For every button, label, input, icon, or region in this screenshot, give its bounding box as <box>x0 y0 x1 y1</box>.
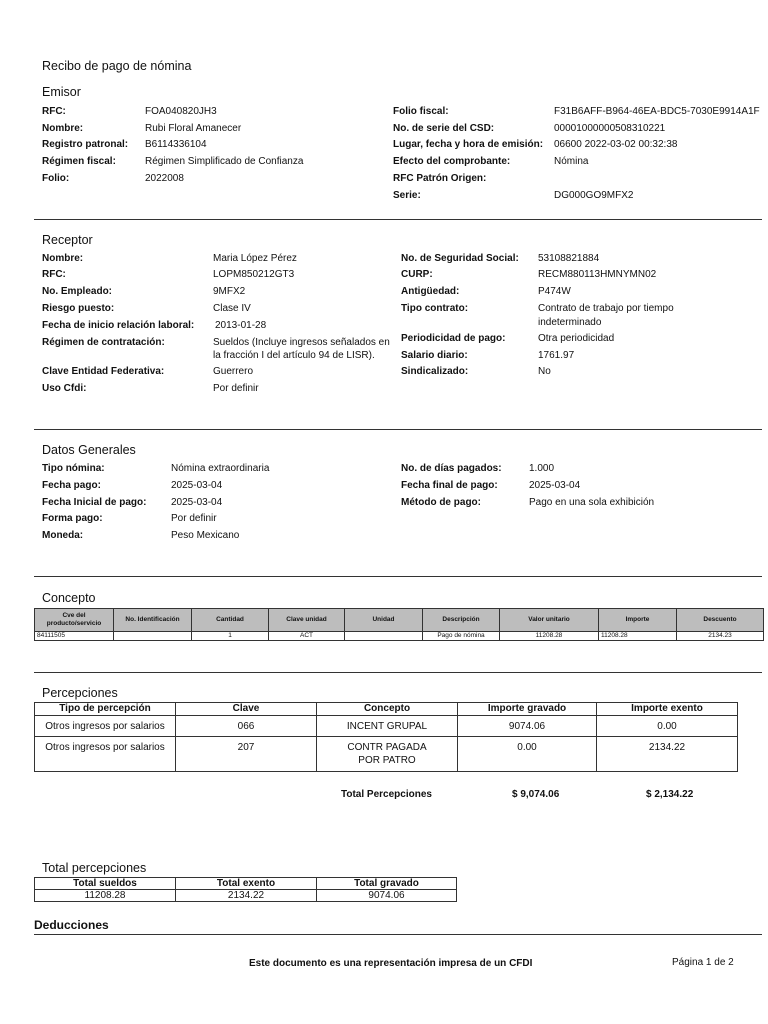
concepto-title: Concepto <box>42 591 96 605</box>
column-header: Clave unidad <box>269 609 345 632</box>
table-cell: 2134.22 <box>597 737 738 772</box>
table-cell: 066 <box>176 716 317 737</box>
field-label: Lugar, fecha y hora de emisión: <box>393 139 544 150</box>
field-value: 9MFX2 <box>213 286 246 297</box>
percepciones-title: Percepciones <box>42 686 118 700</box>
field-value: Sueldos (Incluye ingresos señalados en <box>213 337 390 348</box>
column-header: Cve del producto/servicio <box>35 609 114 632</box>
column-header: Descuento <box>677 609 764 632</box>
column-header: Valor unitario <box>500 609 599 632</box>
table-cell: 9074.06 <box>317 890 457 902</box>
table-row <box>35 632 764 641</box>
field-value: FOA040820JH3 <box>145 106 217 117</box>
column-header: No. Identificación <box>114 609 192 632</box>
field-label: Moneda: <box>42 530 84 541</box>
field-value: Clase IV <box>213 303 251 314</box>
table-cell: ACT <box>269 632 345 641</box>
table-row <box>35 737 738 772</box>
field-value-continued: indeterminado <box>538 317 602 328</box>
table-cell: 2134.22 <box>176 890 317 902</box>
column-header: Total exento <box>176 878 317 890</box>
table-cell: Pago de nómina <box>423 632 500 641</box>
field-value: 06600 2022-03-02 00:32:38 <box>554 139 678 150</box>
field-value: Por definir <box>171 513 217 524</box>
table-cell <box>345 632 423 641</box>
field-value: 2025-03-04 <box>529 480 581 491</box>
column-header: Clave <box>176 703 317 716</box>
field-value: Rubi Floral Amanecer <box>145 123 242 134</box>
field-label: Folio: <box>42 173 70 184</box>
total-exento-value: $ 2,134.22 <box>646 789 694 800</box>
table-cell: 1 <box>192 632 269 641</box>
field-value: Peso Mexicano <box>171 530 240 541</box>
page-number: Página 1 de 2 <box>672 957 734 968</box>
column-header: Cantidad <box>192 609 269 632</box>
column-header: Unidad <box>345 609 423 632</box>
field-value: RECM880113HMNYMN02 <box>538 269 657 280</box>
field-value: Nómina extraordinaria <box>171 463 270 474</box>
emisor-title: Emisor <box>42 85 81 99</box>
field-value: DG000GO9MFX2 <box>554 190 634 201</box>
column-header: Total gravado <box>317 878 457 890</box>
field-label: Antigüedad: <box>401 286 460 297</box>
field-value: 00001000000508310221 <box>554 123 666 134</box>
field-value: No <box>538 366 551 377</box>
field-label: No. Empleado: <box>42 286 113 297</box>
table-cell: 11208.28 <box>35 890 176 902</box>
field-label: Fecha final de pago: <box>401 480 498 491</box>
field-label: Uso Cfdi: <box>42 383 87 394</box>
field-label: Forma pago: <box>42 513 103 524</box>
field-label: RFC: <box>42 269 66 280</box>
section-divider <box>34 576 762 577</box>
datos-generales-title: Datos Generales <box>42 443 136 457</box>
table-header-row <box>35 703 738 716</box>
field-value: Guerrero <box>213 366 254 377</box>
total-gravado-value: $ 9,074.06 <box>512 789 560 800</box>
table-row <box>35 716 738 737</box>
table-cell: 2134.23 <box>677 632 764 641</box>
field-label: Registro patronal: <box>42 139 129 150</box>
field-value: P474W <box>538 286 571 297</box>
column-header: Total sueldos <box>35 878 176 890</box>
total-percepciones-label: Total Percepciones <box>341 789 432 800</box>
field-value: 2025-03-04 <box>171 480 223 491</box>
field-value: 2025-03-04 <box>171 497 223 508</box>
field-label: Régimen de contratación: <box>42 337 165 348</box>
deducciones-title: Deducciones <box>34 918 109 932</box>
column-header: Importe gravado <box>458 703 597 716</box>
table-cell: Otros ingresos por salarios <box>35 716 176 737</box>
field-label: No. de serie del CSD: <box>393 123 495 134</box>
field-label: Efecto del comprobante: <box>393 156 511 167</box>
field-value: Nómina <box>554 156 589 167</box>
field-value: B6114336104 <box>145 139 207 150</box>
field-label: RFC Patrón Origen: <box>393 173 487 184</box>
field-label: Nombre: <box>42 253 84 264</box>
table-cell: 11208.28 <box>599 632 677 641</box>
field-label: Tipo nómina: <box>42 463 105 474</box>
field-value: Régimen Simplificado de Confianza <box>145 156 304 167</box>
table-cell: 9074.06 <box>458 716 597 737</box>
table-row <box>35 890 457 902</box>
field-label: Fecha Inicial de pago: <box>42 497 147 508</box>
table-header-row <box>35 609 764 632</box>
total-percepciones-table <box>34 877 457 902</box>
table-cell: Otros ingresos por salarios <box>35 737 176 772</box>
field-value: 2013-01-28 <box>215 320 267 331</box>
table-cell <box>114 632 192 641</box>
field-label: Clave Entidad Federativa: <box>42 366 165 377</box>
field-label: No. de días pagados: <box>401 463 502 474</box>
section-divider <box>34 672 762 673</box>
field-label: No. de Seguridad Social: <box>401 253 519 264</box>
field-value: Pago en una sola exhibición <box>529 497 655 508</box>
field-value: Por definir <box>213 383 259 394</box>
concepto-table <box>34 608 764 641</box>
field-label: Riesgo puesto: <box>42 303 115 314</box>
field-label: Serie: <box>393 190 421 201</box>
table-cell: CONTR PAGADA POR PATRO <box>317 737 458 772</box>
column-header: Concepto <box>317 703 458 716</box>
column-header: Importe exento <box>597 703 738 716</box>
section-divider <box>34 934 762 935</box>
field-value: Contrato de trabajo por tiempo <box>538 303 674 314</box>
table-header-row <box>35 878 457 890</box>
field-label: Fecha pago: <box>42 480 101 491</box>
section-divider <box>34 429 762 430</box>
table-cell: 0.00 <box>458 737 597 772</box>
field-value: Maria López Pérez <box>213 253 297 264</box>
field-label: Salario diario: <box>401 350 468 361</box>
column-header: Tipo de percepción <box>35 703 176 716</box>
field-value: 53108821884 <box>538 253 600 264</box>
document-title: Recibo de pago de nómina <box>42 59 192 73</box>
total-percepciones-title: Total percepciones <box>42 861 147 875</box>
table-cell: 11208.28 <box>500 632 599 641</box>
receptor-title: Receptor <box>42 233 93 247</box>
field-value: F31B6AFF-B964-46EA-BDC5-7030E9914A1F <box>554 106 760 117</box>
table-cell: INCENT GRUPAL <box>317 716 458 737</box>
field-label: Sindicalizado: <box>401 366 469 377</box>
footer-note: Este documento es una representación impresa de un CFDI <box>249 958 533 969</box>
field-label: Fecha de inicio relación laboral: <box>42 320 195 331</box>
field-label: Folio fiscal: <box>393 106 449 117</box>
field-value: LOPM850212GT3 <box>213 269 295 280</box>
percepciones-table <box>34 702 738 772</box>
table-cell: 0.00 <box>597 716 738 737</box>
field-label: Régimen fiscal: <box>42 156 116 167</box>
field-value: 1.000 <box>529 463 555 474</box>
column-header: Importe <box>599 609 677 632</box>
field-label: Método de pago: <box>401 497 481 508</box>
field-label: Periodicidad de pago: <box>401 333 506 344</box>
column-header: Descripción <box>423 609 500 632</box>
field-label: Nombre: <box>42 123 84 134</box>
field-label: CURP: <box>401 269 433 280</box>
field-value: 1761.97 <box>538 350 575 361</box>
table-cell: 84111505 <box>35 632 114 641</box>
section-divider <box>34 219 762 220</box>
field-value: Otra periodicidad <box>538 333 615 344</box>
field-label: Tipo contrato: <box>401 303 469 314</box>
table-cell: 207 <box>176 737 317 772</box>
field-value-continued: la fracción I del artículo 94 de LISR). <box>213 350 375 361</box>
field-label: RFC: <box>42 106 66 117</box>
field-value: 2022008 <box>145 173 184 184</box>
